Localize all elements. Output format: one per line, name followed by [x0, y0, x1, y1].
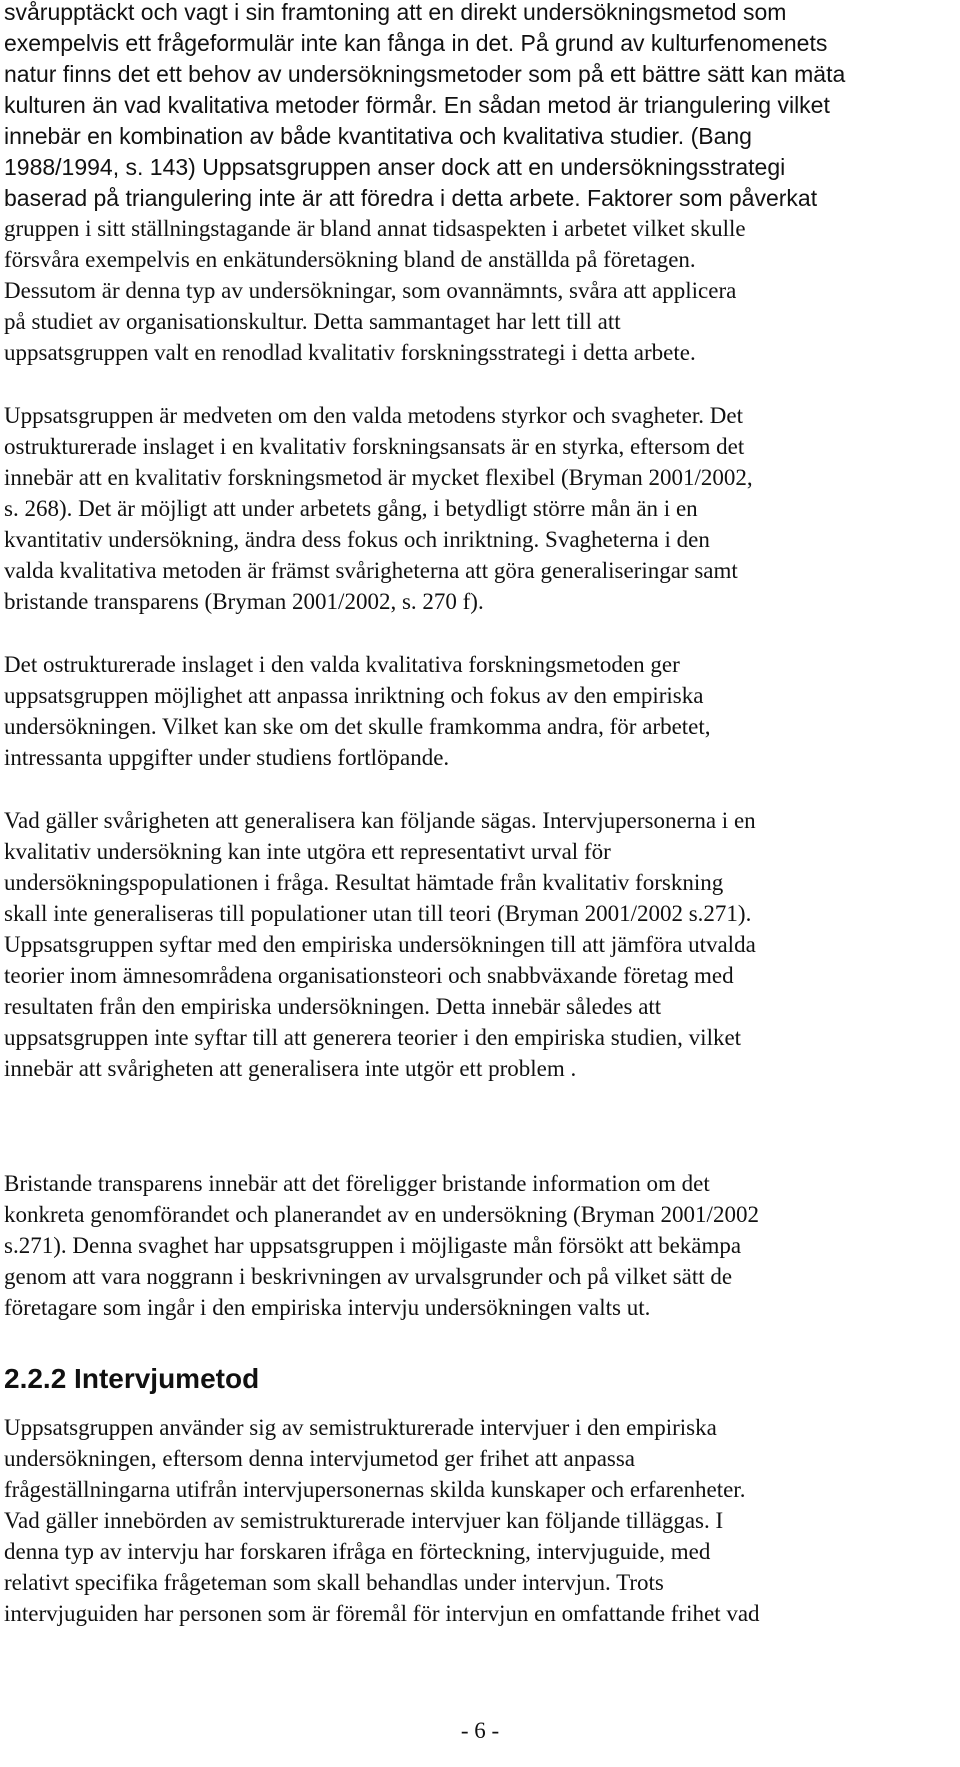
text-line: Dessutom är denna typ av undersökningar, som ovannämnts, svåra att applicera: [4, 278, 737, 303]
text-line: företagare som ingår i den empiriska intervju undersökningen valts ut.: [4, 1295, 651, 1320]
text-line: exempelvis ett frågeformulär inte kan fånga in det. På grund av kulturfenomenets: [4, 30, 828, 56]
text-line: uppsatsgruppen inte syftar till att generera teorier i den empiriska studien, vilket: [4, 1025, 742, 1050]
text-line: 1988/1994, s. 143) Uppsatsgruppen anser dock att en undersökningsstrategi: [4, 154, 786, 180]
text-line: genom att vara noggrann i beskrivningen av urvalsgrunder och på vilket sätt de: [4, 1264, 733, 1289]
text-line: uppsatsgruppen valt en renodlad kvalitativ forskningsstrategi i detta arbete.: [4, 340, 696, 365]
text-line: intressanta uppgifter under studiens fortlöpande.: [4, 745, 450, 770]
text-line: intervjuguiden har personen som är föremål för intervjun en omfattande frihet vad: [4, 1601, 760, 1626]
text-line: försvåra exempelvis en enkätundersökning bland de anställda på företagen.: [4, 247, 696, 272]
text-line: Uppsatsgruppen är medveten om den valda metodens styrkor och svagheter. Det: [4, 403, 743, 428]
text-line: svårupptäckt och vagt i sin framtoning att en direkt undersökningsmetod som: [4, 0, 787, 25]
text-line: innebär en kombination av både kvantitativa och kvalitativa studier. (Bang: [4, 123, 752, 149]
text-line: undersökningspopulationen i fråga. Resultat hämtade från kvalitativ forskning: [4, 870, 724, 895]
text-line: s. 268). Det är möjligt att under arbetets gång, i betydligt större mån än i en: [4, 496, 698, 521]
text-line: Uppsatsgruppen syftar med den empiriska undersökningen till att jämföra utvalda: [4, 932, 756, 957]
text-line: baserad på triangulering inte är att föredra i detta arbete. Faktorer som påverkat: [4, 185, 818, 211]
text-line: undersökningen, eftersom denna intervjumetod ger frihet att anpassa: [4, 1446, 636, 1471]
text-line: kvalitativ undersökning kan inte utgöra ett representativt urval för: [4, 839, 611, 864]
text-line: innebär att en kvalitativ forskningsmetod är mycket flexibel (Bryman 2001/2002,: [4, 465, 753, 490]
text-line: natur finns det ett behov av undersökningsmetoder som på ett bättre sätt kan mäta: [4, 61, 846, 87]
text-line: på studiet av organisationskultur. Detta sammantaget har lett till att: [4, 309, 621, 334]
text-line: denna typ av intervju har forskaren ifråga en förteckning, intervjuguide, med: [4, 1539, 711, 1564]
text-line: Bristande transparens innebär att det föreligger bristande information om det: [4, 1171, 710, 1196]
text-line: konkreta genomförandet och planerandet av en undersökning (Bryman 2001/2002: [4, 1202, 759, 1227]
text-line: kulturen än vad kvalitativa metoder förmår. En sådan metod är triangulering vilket: [4, 92, 830, 118]
text-line: frågeställningarna utifrån intervjupersonernas skilda kunskaper och erfarenheter.: [4, 1477, 746, 1502]
text-line: skall inte generaliseras till populationer utan till teori (Bryman 2001/2002 s.271).: [4, 901, 752, 926]
text-line: undersökningen. Vilket kan ske om det skulle framkomma andra, för arbetet,: [4, 714, 711, 739]
section-heading: 2.2.2 Intervjumetod: [4, 1363, 260, 1394]
text-line: s.271). Denna svaghet har uppsatsgruppen i möjligaste mån försökt att bekämpa: [4, 1233, 742, 1258]
text-line: bristande transparens (Bryman 2001/2002, s. 270 f).: [4, 589, 484, 614]
text-line: Vad gäller svårigheten att generalisera kan följande sägas. Intervjupersonerna i en: [4, 808, 756, 833]
text-line: ostrukturerade inslaget i en kvalitativ forskningsansats är en styrka, eftersom det: [4, 434, 745, 459]
text-line: valda kvalitativa metoden är främst svårigheterna att göra generaliseringar samt: [4, 558, 738, 583]
text-line: Uppsatsgruppen använder sig av semistrukturerade intervjuer i den empiriska: [4, 1415, 717, 1440]
text-line: uppsatsgruppen möjlighet att anpassa inriktning och fokus av den empiriska: [4, 683, 704, 708]
text-line: kvantitativ undersökning, ändra dess fokus och inriktning. Svagheterna i den: [4, 527, 710, 552]
text-line: teorier inom ämnesområdena organisationsteori och snabbväxande företag med: [4, 963, 734, 988]
text-line: Vad gäller innebörden av semistrukturerade intervjuer kan följande tilläggas. I: [4, 1508, 724, 1533]
text-line: gruppen i sitt ställningstagande är bland annat tidsaspekten i arbetet vilket skulle: [4, 216, 746, 241]
text-line: innebär att svårigheten att generalisera inte utgör ett problem .: [4, 1056, 577, 1081]
text-line: relativt specifika frågeteman som skall behandlas under intervjun. Trots: [4, 1570, 664, 1595]
text-line: Det ostrukturerade inslaget i den valda kvalitativa forskningsmetoden ger: [4, 652, 680, 677]
text-line: resultaten från den empiriska undersökningen. Detta innebär således att: [4, 994, 662, 1019]
page-number: - 6 -: [460, 1718, 500, 1743]
